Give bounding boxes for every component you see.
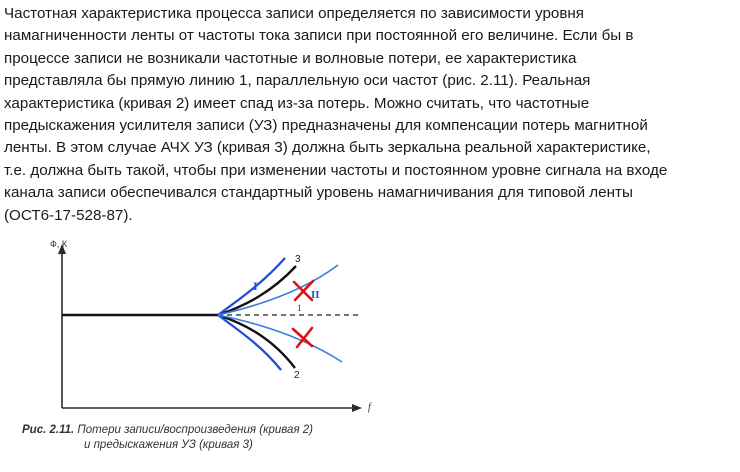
- curve-3-label: 3: [295, 254, 301, 265]
- figure-caption: [22, 423, 313, 453]
- paragraph-line: Частотная характеристика процесса записи определяется по зависимости уровня: [4, 5, 585, 22]
- paragraph-line: т.е. должна быть такой, чтобы при изменении частоты и постоянном уровне сигнала на входе: [4, 161, 668, 179]
- handwritten-label-I: I: [253, 279, 258, 293]
- curve-2-label: 2: [294, 370, 300, 381]
- x-axis-arrow: [352, 404, 362, 412]
- paragraph-line: намагниченности ленты от частоты тока записи при постоянной его величине. Если бы в: [4, 27, 634, 45]
- handwritten-label-II: II: [311, 289, 320, 301]
- caption-label: Рис. 2.11.: [22, 424, 75, 436]
- caption-text-line1: Потери записи/воспроизведения (кривая 2): [77, 424, 314, 436]
- curve-1-label: 1: [297, 303, 302, 313]
- paragraph-line: предыскажения усилителя записи (УЗ) предназначены для компенсации потерь магнитной: [4, 117, 648, 135]
- paragraph-line: ленты. В этом случае АЧХ УЗ (кривая 3) должна быть зеркальна реальной характеристике,: [4, 139, 651, 157]
- y-axis-label: Ф, К: [50, 239, 68, 249]
- caption-text-line2: и предыскажения УЗ (кривая 3): [84, 439, 253, 451]
- paragraph-line: характеристика (кривая 2) имеет спад из-за потерь. Можно считать, что частотные: [4, 94, 590, 112]
- x-axis-label: f: [368, 402, 371, 413]
- body-paragraph: [4, 3, 734, 227]
- paragraph-line: представляла бы прямую линию 1, параллельную оси частот (рис. 2.11). Реальная: [4, 72, 591, 90]
- paragraph-line: (ОСТ6-17-528-87).: [4, 206, 133, 224]
- paragraph-line: процессе записи не возникали частотные и волновые потери, ее характеристика: [4, 49, 577, 67]
- paragraph-line: канала записи обеспечивался стандартный уровень намагничивания для типовой ленты: [4, 184, 633, 202]
